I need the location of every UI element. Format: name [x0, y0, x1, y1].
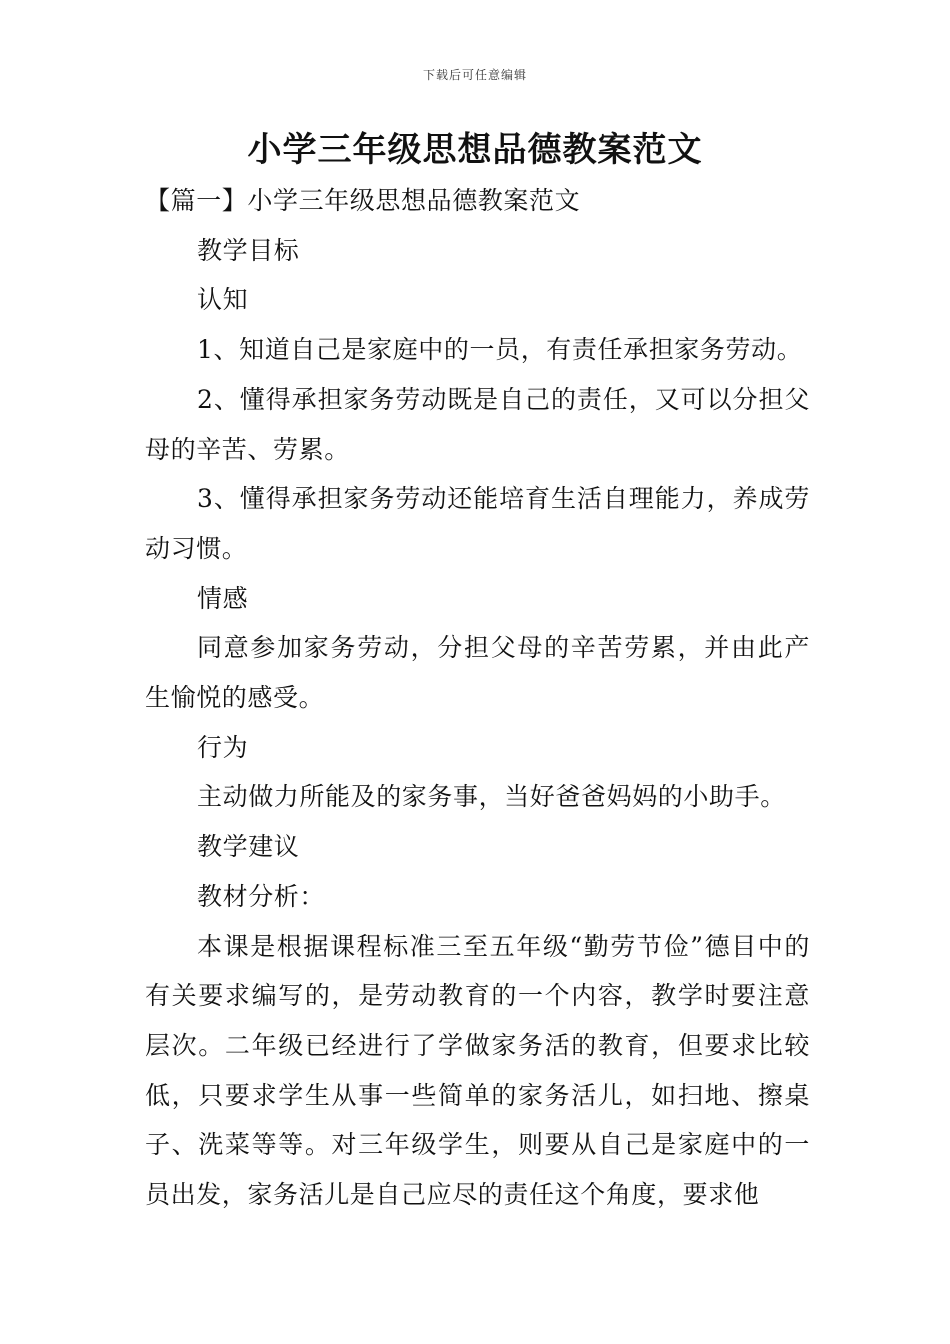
paragraph-emotion: 情感 [197, 583, 249, 613]
paragraph-teaching-goals: 教学目标 [197, 235, 300, 265]
paragraph-behavior: 行为 [197, 732, 249, 762]
paragraph-teaching-suggestions: 教学建议 [197, 832, 300, 862]
section-heading: 【篇一】小学三年级思想品德教案范文 [145, 186, 581, 215]
paragraph-item-3: 3、懂得承担家务劳动还能培育生活自理能力，养成劳动习惯。 [145, 484, 810, 563]
header-note: 下载后可任意编辑 [422, 68, 527, 82]
paragraph-item-2: 2、懂得承担家务劳动既是自己的责任，又可以分担父母的辛苦、劳累。 [145, 384, 810, 464]
paragraph-emotion-text: 同意参加家务劳动，分担父母的辛苦劳累，并由此产生愉悦的感受。 [145, 633, 810, 713]
paragraph-material-analysis: 教材分析： [197, 881, 326, 911]
document-body [145, 176, 810, 1220]
paragraph-item-1: 1、知道自己是家庭中的一员，有责任承担家务劳动。 [197, 335, 803, 365]
document-title: 小学三年级思想品德教案范文 [247, 130, 703, 170]
paragraph-material-analysis-text: 本课是根据课程标准三至五年级“勤劳节俭”德目中的有关要求编写的，是劳动教育的一个内容，教学时要注意层次。二年级已经进行了学做家务活的教育，但要求比较低，只要求学生从事一些简单的家务活儿，如扫地、擦桌子、洗菜等等。对三年级学生，则要从自己是家庭中的一员出发，家务活儿是自己应尽的责任这个角度，要求他 [145, 931, 810, 1210]
paragraph-behavior-text: 主动做力所能及的家务事，当好爸爸妈妈的小助手。 [197, 782, 786, 812]
paragraph-cognition: 认知 [197, 285, 249, 315]
